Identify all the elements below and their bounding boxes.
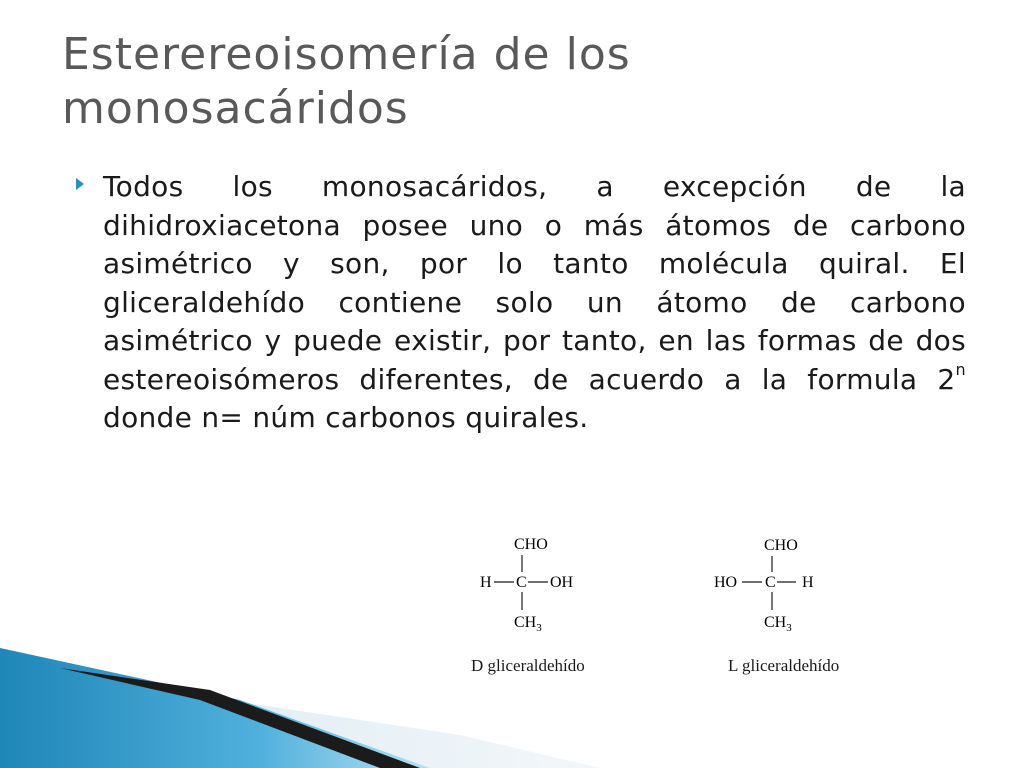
slide-title: Esterereoisomería de los monosacáridos xyxy=(62,29,631,134)
bullet-text-end: donde n= núm carbonos quirales. xyxy=(103,401,589,434)
d-glyceraldehyde-structure xyxy=(470,528,590,638)
d-caption: D gliceraldehído xyxy=(471,656,585,675)
exponent-superscript: n xyxy=(955,359,966,379)
triangle-bullet-icon xyxy=(76,178,84,190)
l-caption: L gliceraldehído xyxy=(728,656,840,675)
d-left-group: H xyxy=(480,574,492,591)
l-glyceraldehyde-structure xyxy=(710,528,840,638)
bullet-text-main: Todos los monosacáridos, a excepción de la dihidroxiacetona posee uno o más átomos de carbono asimétrico y son, por lo tanto molécula quiral. El gliceraldehído contiene solo un átomo de carbono asimétrico y puede existir, por tanto, en las formas de dos estereoisómeros diferentes, de acuerdo a la formula 2 xyxy=(103,170,966,396)
d-right-group: OH xyxy=(550,574,574,591)
d-bottom-group: $CH_3$ xyxy=(514,614,542,634)
l-center-atom: C xyxy=(765,574,776,591)
l-left-group: HO xyxy=(714,574,738,591)
d-center-atom: C xyxy=(516,574,527,591)
l-right-group: H xyxy=(802,574,814,591)
l-bottom-group: $CH_3$ xyxy=(764,614,792,634)
bullet-text xyxy=(103,168,966,438)
d-top-group: CHO xyxy=(514,536,548,553)
l-top-group: CHO xyxy=(764,537,798,554)
bullet-item xyxy=(76,168,966,438)
